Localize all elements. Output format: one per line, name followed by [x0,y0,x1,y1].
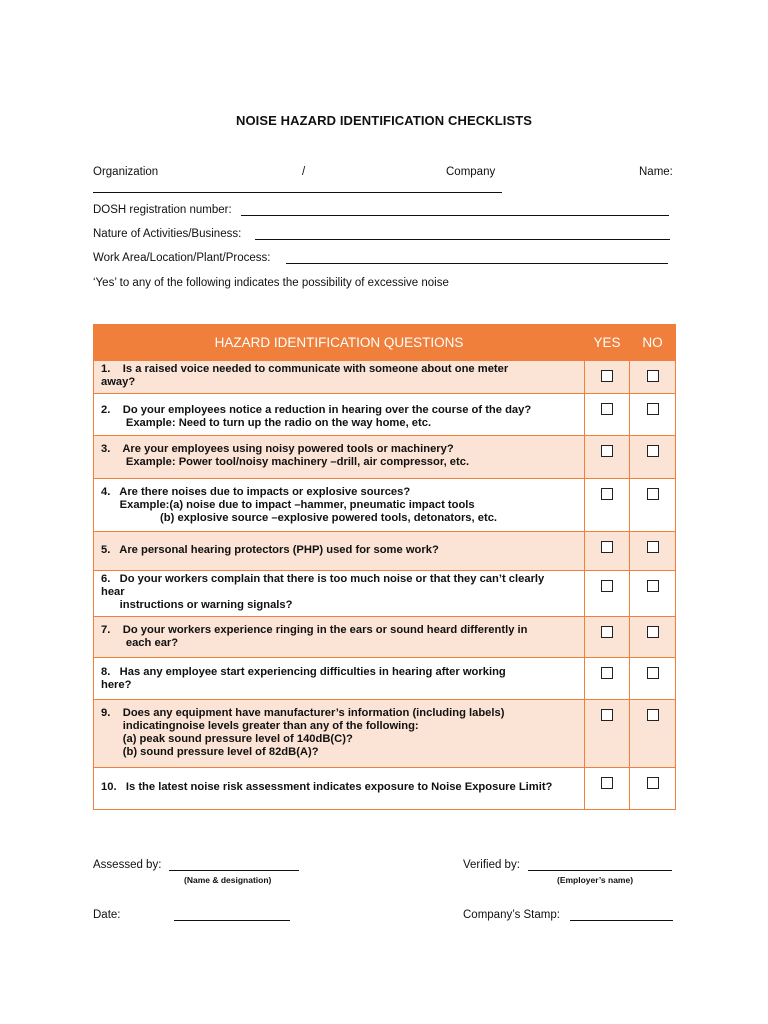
table-row [94,700,676,768]
hazard-checklist-table [93,324,676,810]
company-stamp-field-line[interactable] [570,920,673,921]
yes-column-header: YES [585,325,630,361]
instruction-note: ‘Yes’ to any of the following indicates the possibility of excessive noise [93,277,449,289]
no-checkbox[interactable] [647,709,659,721]
name-label: Name: [639,166,673,178]
date-field-line[interactable] [174,920,290,921]
table-row [94,532,676,571]
yes-checkbox[interactable] [601,667,613,679]
table-row [94,361,676,394]
verified-by-hint: (Employer’s name) [557,875,634,885]
question-text: 1. Is a raised voice needed to communicate with someone about one meter away? [101,363,509,388]
question-text: 2. Do your employees notice a reduction in hearing over the course of the day? Example: Need to turn up the radio on the way home, etc. [101,404,532,429]
assessed-by-field-line[interactable] [169,870,299,871]
organization-field-line[interactable] [93,192,502,193]
nature-label: Nature of Activities/Business: [93,228,242,240]
work-area-field-line[interactable] [286,263,668,264]
yes-checkbox[interactable] [601,709,613,721]
question-text: 9. Does any equipment have manufacturer’s information (including labels) indicatingnoise levels greater than any of the following: (a) peak sound pressure level of 140dB(C)? (b) sound pressure level of 82dB(A)? [101,707,505,758]
work-area-label: Work Area/Location/Plant/Process: [93,252,271,264]
yes-checkbox[interactable] [601,370,613,382]
table-row [94,394,676,436]
table-row [94,571,676,617]
yes-checkbox[interactable] [601,580,613,592]
nature-field-line[interactable] [255,239,670,240]
table-row [94,479,676,532]
slash-separator: / [302,166,306,178]
table-row [94,436,676,479]
yes-checkbox[interactable] [601,403,613,415]
assessed-by-hint: (Name & designation) [184,875,272,885]
question-text: 7. Do your workers experience ringing in the ears or sound heard differently in each ear? [101,624,528,649]
yes-checkbox[interactable] [601,777,613,789]
yes-checkbox[interactable] [601,488,613,500]
table-row [94,768,676,810]
question-text: 3. Are your employees using noisy powered tools or machinery? Example: Power tool/noisy machinery –drill, air compressor, etc. [101,443,470,468]
question-text: 5. Are personal hearing protectors (PHP) used for some work? [101,544,439,556]
yes-checkbox[interactable] [601,541,613,553]
no-checkbox[interactable] [647,777,659,789]
questions-column-header: HAZARD IDENTIFICATION QUESTIONS [94,325,585,361]
yes-checkbox[interactable] [601,445,613,457]
yes-checkbox[interactable] [601,626,613,638]
verified-by-field-line[interactable] [528,870,672,871]
no-checkbox[interactable] [647,541,659,553]
assessed-by-label: Assessed by: [93,859,162,871]
verified-by-label: Verified by: [463,859,520,871]
dosh-label: DOSH registration number: [93,204,232,216]
date-label: Date: [93,909,121,921]
page-title: NOISE HAZARD IDENTIFICATION CHECKLISTS [235,113,533,128]
no-checkbox[interactable] [647,403,659,415]
table-row [94,658,676,700]
question-text: 6. Do your workers complain that there is too much noise or that they can’t clearly hear instructions or warning signals? [101,573,545,611]
no-checkbox[interactable] [647,488,659,500]
table-header-row [94,325,676,361]
question-text: 4. Are there noises due to impacts or explosive sources? Example:(a) noise due to impact –hammer, pneumatic impact tools (b) explosive source –explosive powered tools, detonators, etc. [101,486,498,524]
organization-label: Organization [93,166,159,178]
company-label: Company [446,166,496,178]
no-checkbox[interactable] [647,580,659,592]
company-stamp-label: Company’s Stamp: [463,909,560,921]
no-checkbox[interactable] [647,667,659,679]
no-checkbox[interactable] [647,626,659,638]
no-checkbox[interactable] [647,445,659,457]
question-text: 8. Has any employee start experiencing difficulties in hearing after working here? [101,666,506,691]
no-checkbox[interactable] [647,370,659,382]
question-text: 10. Is the latest noise risk assessment indicates exposure to Noise Exposure Limit? [101,781,553,793]
table-row [94,617,676,658]
no-column-header: NO [630,325,676,361]
dosh-field-line[interactable] [241,215,669,216]
